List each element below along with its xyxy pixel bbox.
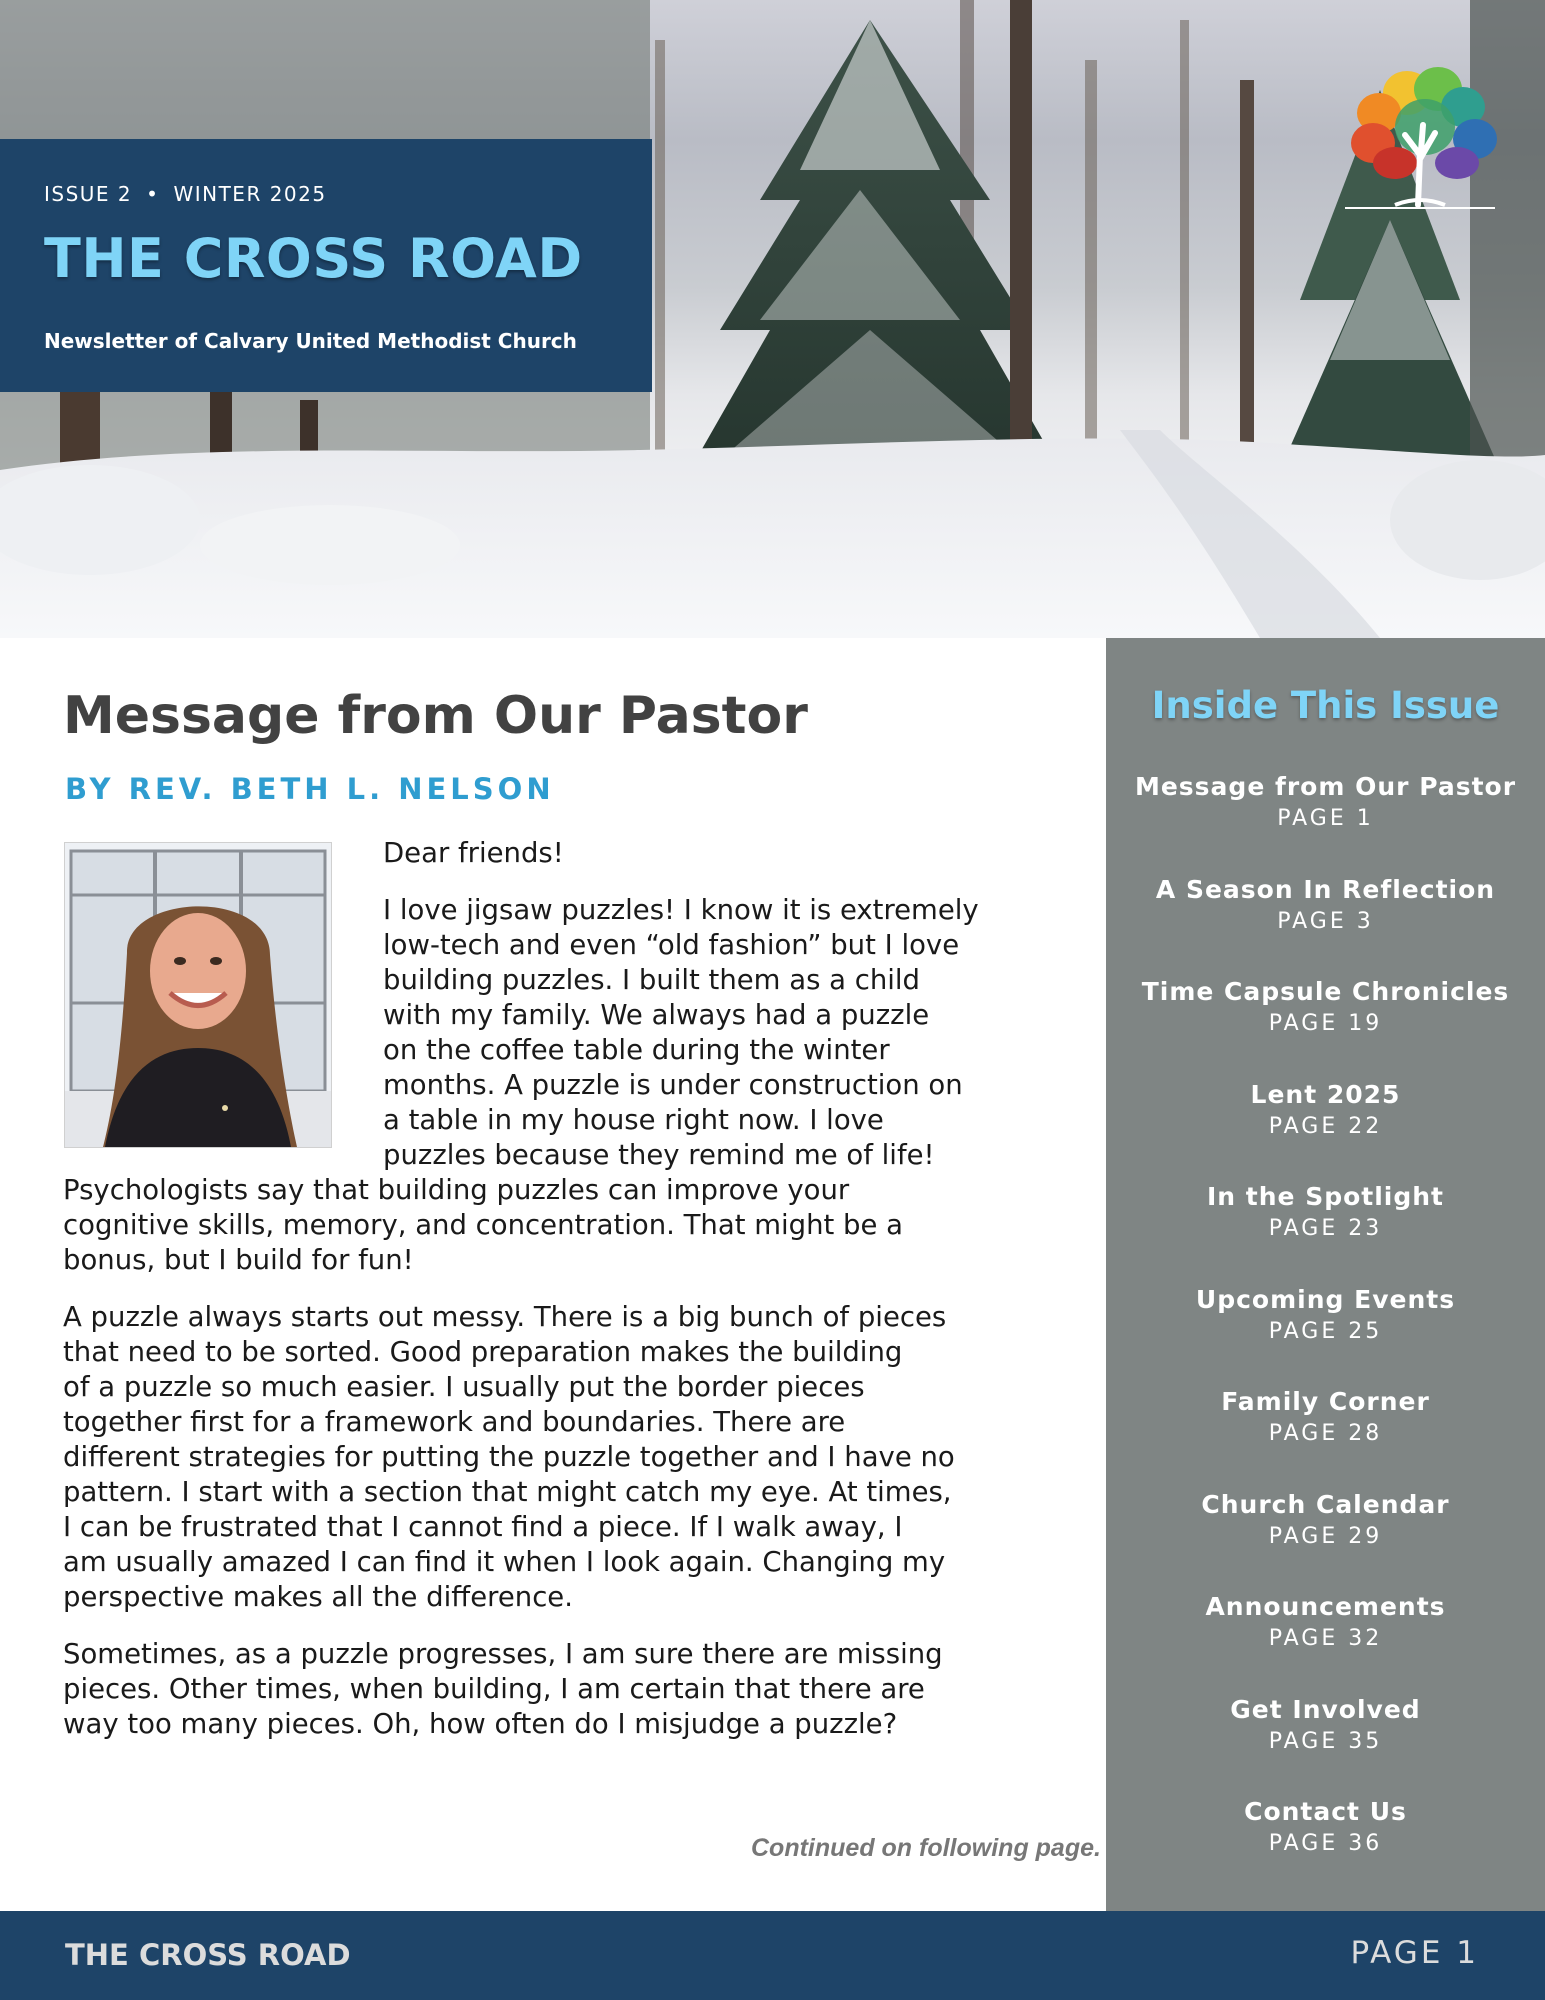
body-line: with my family. We always had a puzzle — [383, 999, 930, 1031]
toc-page: PAGE 32 — [1268, 1626, 1383, 1651]
body-line: cognitive skills, memory, and concentration. That might be a — [63, 1209, 904, 1241]
body-line: Psychologists say that building puzzles can improve your — [63, 1174, 850, 1206]
issue-season: WINTER 2025 — [173, 182, 327, 206]
toc-label: Lent 2025 — [1250, 1079, 1401, 1109]
body-line: pieces. Other times, when building, I am certain that there are — [63, 1673, 925, 1705]
body-line: am usually amazed I can find it when I look again. Changing my — [63, 1546, 946, 1578]
separator-dot: • — [146, 182, 160, 206]
toc-label: Message from Our Pastor — [1134, 772, 1517, 801]
body-line: together first for a framework and boundaries. There are — [63, 1406, 846, 1438]
toc-item-church-calendar[interactable] — [1106, 1488, 1545, 1591]
body-line: I love jigsaw puzzles! I know it is extremely — [383, 894, 979, 926]
toc-page: PAGE 35 — [1268, 1728, 1383, 1754]
inside-this-issue-sidebar — [1106, 638, 1545, 1911]
toc-item-lent[interactable] — [1106, 1078, 1545, 1181]
toc-label: A Season In Reflection — [1155, 874, 1496, 904]
toc-label: Upcoming Events — [1195, 1284, 1456, 1314]
toc-page: PAGE 36 — [1268, 1831, 1383, 1856]
toc-heading: Inside This Issue — [1151, 684, 1500, 727]
toc-item-pastor-message[interactable] — [1106, 770, 1545, 873]
footer-title: THE CROSS ROAD — [65, 1938, 351, 1972]
toc-label: Family Corner — [1221, 1387, 1430, 1416]
toc-page: PAGE 1 — [1277, 806, 1374, 831]
body-line: months. A puzzle is under construction on — [383, 1069, 963, 1101]
toc-item-spotlight[interactable] — [1106, 1180, 1545, 1283]
body-line: building puzzles. I built them as a child — [383, 964, 921, 996]
toc-page: PAGE 23 — [1268, 1216, 1383, 1241]
body-line: perspective makes all the difference. — [63, 1581, 573, 1613]
body-line: on the coffee table during the winter — [383, 1034, 890, 1066]
toc-item-announcements[interactable] — [1106, 1590, 1545, 1693]
body-line: bonus, but I build for fun! — [63, 1244, 414, 1276]
toc-page: PAGE 25 — [1268, 1318, 1383, 1344]
page-footer — [0, 1911, 1545, 2000]
footer-page-number: PAGE 1 — [1350, 1935, 1479, 1971]
body-line: pattern. I start with a section that might catch my eye. At times, — [63, 1476, 952, 1508]
body-line: low-tech and even “old fashion” but I love — [383, 929, 960, 961]
toc-item-upcoming-events[interactable] — [1106, 1283, 1545, 1386]
newsletter-title: THE CROSS ROAD — [44, 227, 583, 290]
toc-label: Church Calendar — [1201, 1489, 1450, 1519]
toc-page: PAGE 3 — [1277, 908, 1374, 934]
hero-banner — [0, 0, 1545, 638]
body-line: way too many pieces. Oh, how often do I misjudge a puzzle? — [63, 1708, 898, 1740]
toc-label: Get Involved — [1230, 1694, 1421, 1724]
newsletter-subtitle: Newsletter of Calvary United Methodist Church — [44, 329, 577, 353]
issue-line — [44, 182, 327, 206]
body-line: different strategies for putting the puzzle together and I have no — [63, 1441, 955, 1473]
toc-label: Contact Us — [1244, 1797, 1407, 1826]
toc-page: PAGE 19 — [1268, 1011, 1383, 1036]
body-line: Dear friends! — [383, 837, 564, 869]
toc-page: PAGE 29 — [1268, 1523, 1383, 1549]
article-byline: BY REV. BETH L. NELSON — [65, 772, 555, 806]
toc-item-get-involved[interactable] — [1106, 1693, 1545, 1796]
toc-item-time-capsule[interactable] — [1106, 975, 1545, 1078]
article-title: Message from Our Pastor — [63, 686, 808, 746]
toc-page: PAGE 28 — [1268, 1421, 1383, 1446]
continued-note: Continued on following page. — [751, 1834, 1101, 1862]
toc-page: PAGE 22 — [1268, 1113, 1383, 1139]
body-line: Sometimes, as a puzzle progresses, I am sure there are missing — [63, 1638, 943, 1670]
toc-label: Announcements — [1205, 1592, 1446, 1621]
body-line: puzzles because they remind me of life! — [383, 1139, 935, 1171]
article-body — [63, 836, 1043, 1742]
body-line: of a puzzle so much easier. I usually put the border pieces — [63, 1371, 865, 1403]
toc-item-contact-us[interactable] — [1106, 1795, 1545, 1898]
table-of-contents — [1106, 770, 1545, 1898]
toc-label: In the Spotlight — [1206, 1182, 1445, 1211]
tree-logo-icon — [1335, 55, 1505, 215]
body-line: that need to be sorted. Good preparation makes the building — [63, 1336, 903, 1368]
masthead-box — [0, 139, 652, 392]
body-line: A puzzle always starts out messy. There is a big bunch of pieces — [63, 1301, 947, 1333]
body-line: a table in my house right now. I love — [383, 1104, 884, 1136]
issue-number: ISSUE 2 — [44, 182, 133, 206]
toc-label: Time Capsule Chronicles — [1141, 977, 1510, 1006]
toc-item-season-in-reflection[interactable] — [1106, 873, 1545, 976]
toc-item-family-corner[interactable] — [1106, 1385, 1545, 1488]
body-line: I can be frustrated that I cannot find a piece. If I walk away, I — [63, 1511, 903, 1543]
